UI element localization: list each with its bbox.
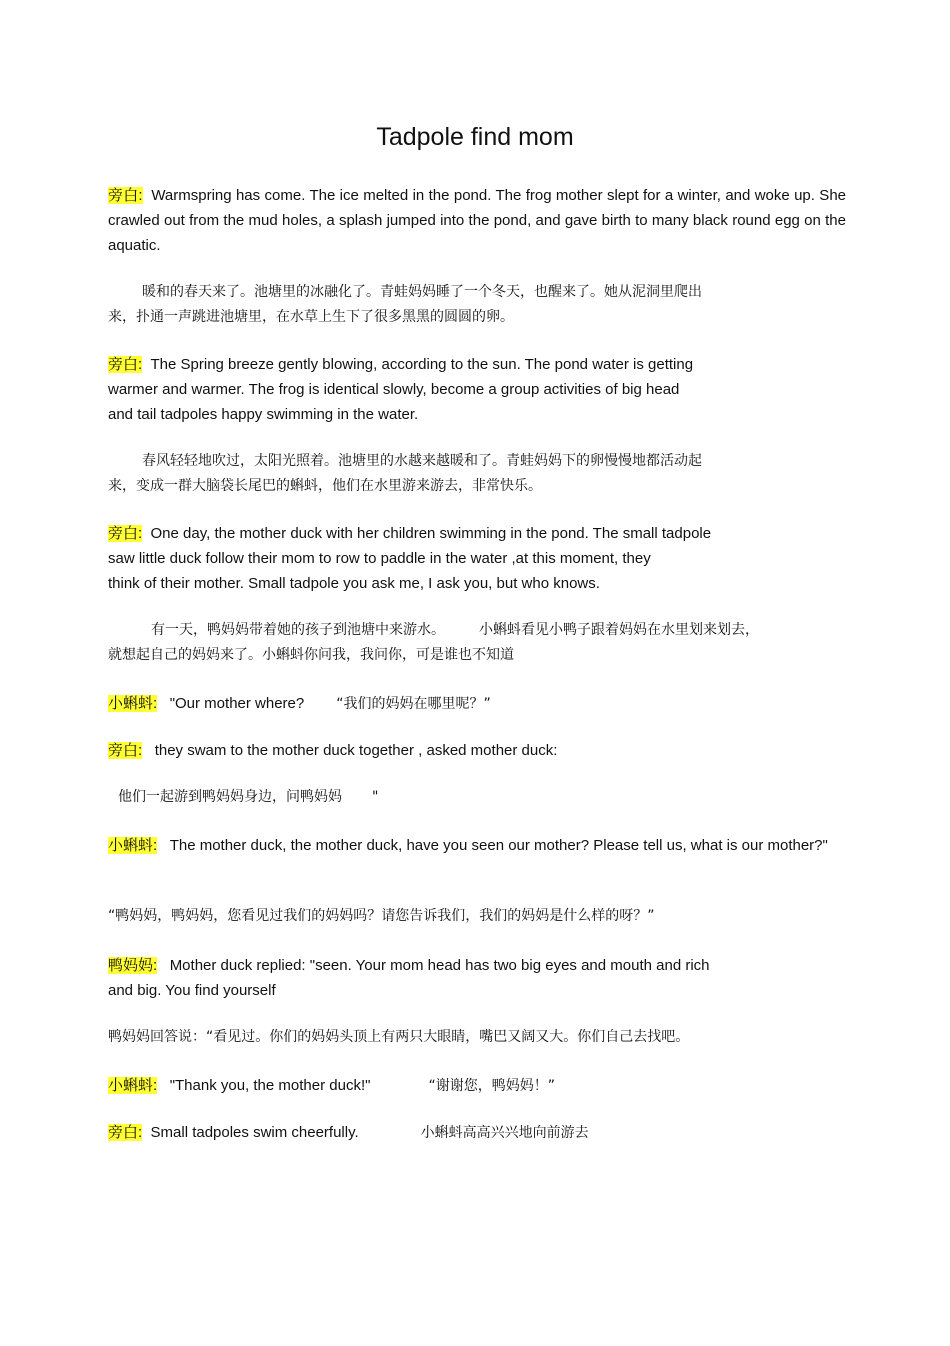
paragraph-3-english (108, 521, 846, 596)
speaker-label: 旁白: (108, 525, 143, 542)
speaker-label: 旁白: (108, 742, 143, 759)
paragraph-text: " (372, 789, 379, 805)
paragraph-line (108, 953, 846, 978)
dialogue-english: The mother duck, the mother duck, have you seen our mother? Please tell us, what is our mother?" (169, 837, 828, 854)
paragraph-line: 鸭妈妈回答说：“看见过。你们的妈妈头顶上有两只大眼睛，嘴巴又阔又大。你们自己去找吧。 (108, 1029, 690, 1045)
paragraph-line: 来，变成一群大脑袋长尾巴的蝌蚪，他们在水里游来游去，非常快乐。 (108, 478, 542, 494)
dialogue-duck-mother (108, 953, 846, 1003)
paragraph-line: warmer and warmer. The frog is identical slowly, become a group activities of big head (108, 381, 680, 398)
paragraph-line (108, 352, 846, 377)
speaker-label: 小蝌蚪: (108, 695, 158, 712)
paragraph-line (108, 521, 846, 546)
paragraph-line: and big. You find yourself (108, 982, 276, 999)
dialogue-english: they swam to the mother duck together , asked mother duck: (154, 742, 558, 759)
dialogue-tadpole-1 (108, 691, 846, 717)
paragraph-text: 他们一起游到鸭妈妈身边，问鸭妈妈 (118, 789, 342, 805)
paragraph-line: 就想起自己的妈妈来了。小蝌蚪你问我，我问你，可是谁也不知道 (108, 647, 514, 663)
dialogue-narrator-1 (108, 738, 846, 763)
paragraph-2-english (108, 352, 846, 427)
document-title: Tadpole find mom (376, 123, 574, 151)
dialogue-english: "Thank you, the mother duck!" (169, 1077, 371, 1094)
paragraph-line (108, 785, 846, 810)
paragraph-line (108, 1120, 846, 1146)
paragraph-1-chinese (108, 280, 846, 330)
dialogue-tadpole-2-chinese (108, 904, 846, 929)
paragraph-line: and tail tadpoles happy swimming in the water. (108, 406, 419, 423)
speaker-label: 鸭妈妈: (108, 957, 158, 974)
dialogue-chinese: 小蝌蚪高高兴兴地向前游去 (420, 1125, 589, 1141)
paragraph-line: think of their mother. Small tadpole you ask me, I ask you, but who knows. (108, 575, 600, 592)
dialogue-narrator-2 (108, 1120, 846, 1146)
paragraph-text: One day, the mother duck with her children swimming in the pond. The small tadpole (150, 525, 712, 542)
paragraph-line (108, 691, 846, 717)
speaker-label: 小蝌蚪: (108, 837, 158, 854)
paragraph-2-chinese (108, 449, 846, 499)
speaker-label: 旁白: (108, 1124, 143, 1141)
paragraph-3-chinese (108, 618, 846, 668)
paragraph-line (108, 738, 846, 763)
paragraph-line: “鸭妈妈，鸭妈妈，您看见过我们的妈妈吗？请您告诉我们，我们的妈妈是什么样的呀？” (108, 908, 655, 924)
paragraph-line: 来，扑通一声跳进池塘里，在水草上生下了很多黑黑的圆圆的卵。 (108, 309, 514, 325)
paragraph-line: 暖和的春天来了。池塘里的冰融化了。青蛙妈妈睡了一个冬天，也醒来了。她从泥洞里爬出 (142, 284, 702, 300)
paragraph-text: The Spring breeze gently blowing, according to the sun. The pond water is getting (150, 356, 694, 373)
dialogue-english: Small tadpoles swim cheerfully. (150, 1124, 359, 1141)
dialogue-english: "Our mother where? (169, 695, 305, 712)
paragraph-line (108, 1073, 846, 1099)
speaker-label: 小蝌蚪: (108, 1077, 158, 1094)
paragraph-line: 春风轻轻地吹过，太阳光照着。池塘里的水越来越暖和了。青蛙妈妈下的卵慢慢地都活动起 (142, 453, 702, 469)
dialogue-chinese: “谢谢您，鸭妈妈！” (428, 1078, 555, 1094)
paragraph-line: saw little duck follow their mom to row to paddle in the water ,at this moment, they (108, 550, 651, 567)
speaker-label: 旁白: (108, 187, 143, 204)
paragraph-text: Warmspring has come. The ice melted in the pond. The frog mother slept for a winter, and woke up. She crawled out from the mud holes, a splash jumped into the pond, and gave birth to many black round egg on the aquatic. (108, 187, 846, 254)
paragraph-text: 有一天，鸭妈妈带着她的孩子到池塘中来游水。 (151, 622, 445, 638)
speaker-label: 旁白: (108, 356, 143, 373)
dialogue-english: Mother duck replied: "seen. Your mom head has two big eyes and mouth and rich (169, 957, 710, 974)
paragraph-line (108, 618, 846, 643)
dialogue-narrator-1-chinese (108, 785, 846, 810)
dialogue-chinese: “我们的妈妈在哪里呢？” (336, 696, 491, 712)
paragraph-1-english (108, 183, 846, 258)
dialogue-tadpole-3 (108, 1073, 846, 1099)
dialogue-tadpole-2 (108, 833, 846, 858)
paragraph-text: 小蝌蚪看见小鸭子跟着妈妈在水里划来划去， (479, 622, 759, 638)
dialogue-duck-mother-chinese (108, 1025, 846, 1050)
